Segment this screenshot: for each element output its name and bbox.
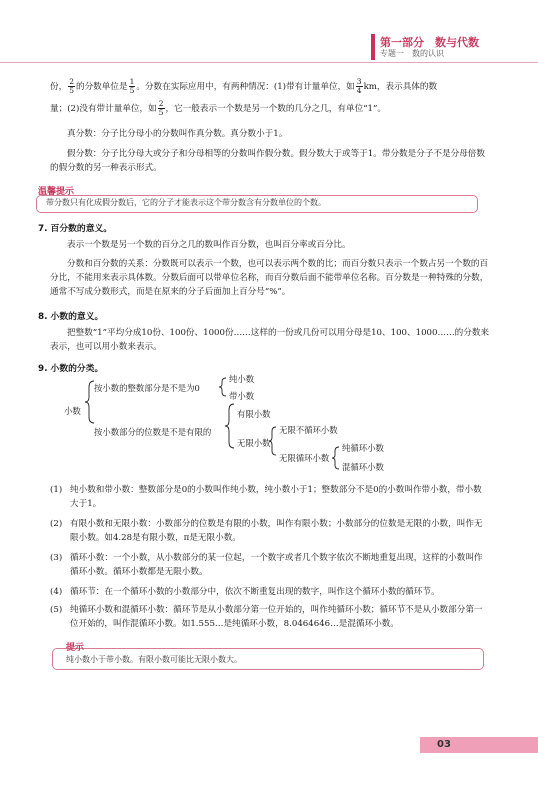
brace-root: [85, 381, 94, 423]
tree-mixed-decimal: 带小数: [229, 391, 255, 401]
topic-name: 数的认识: [412, 49, 444, 58]
decimal-meaning-text: 把整数“1”平均分成10份、100份、1000份……这样的一份或几份可以用分母是10、100、1000……的分数来表示，也可以用小数来表示。: [50, 328, 490, 352]
section-7-title: 7. 百分数的意义。: [38, 224, 113, 234]
tree-mixed-repeating: 混循环小数: [342, 462, 384, 472]
tree-nonrepeating: 无限不循环小数: [279, 425, 338, 435]
tip-text: 带分数只有化成假分数后，它的分子才能表示这个带分数含有分数单位的个数。: [46, 198, 326, 207]
tree-infinite-decimal: 无限小数: [237, 438, 271, 448]
fraction-2-5: $\frac{2}{5}$: [69, 77, 74, 95]
brace-repeating: [332, 447, 339, 469]
tip2-label: 提示: [66, 643, 85, 653]
proper-fraction-text: 真分数：分子比分母小的分数叫作真分数。真分数小于1。: [67, 129, 288, 139]
improper-fraction-text: 假分数：分子比分母大或分子和分母相等的分数叫作假分数。假分数大于或等于1。带分数是分子不是分母倍数的假分数的另一种表示形式。: [50, 149, 485, 173]
tree-pure-decimal: 纯小数: [229, 374, 255, 384]
tree-finite-decimal: 有限小数: [237, 409, 271, 419]
list-item: (5) 纯循环小数和混循环小数：循环节是从小数部分第一位开始的，叫作纯循环小数；循环节不是从小数部分第一位开始的，叫作混循环小数。如1.555…是纯循环小数，8.0464646…是混循环小数。: [50, 605, 483, 629]
fraction-3-4: $\frac{3}{4}$: [356, 77, 362, 95]
tree-branch-integer: 按小数的整数部分是不是为0: [94, 383, 200, 393]
section-8-title: 8. 小数的意义。: [38, 312, 104, 322]
percent-fraction-relation: 分数和百分数的关系：分数既可以表示一个数，也可以表示两个数的比；而百分数只表示一个数占另一个数的百分比，不能用来表示具体数。分数后面可以带单位名称，而百分数后面不能带单位名称。百分数是一种特殊的分数，通常不写成分数形式，而是在原来的分子后面加上百分号“%”。: [50, 259, 489, 297]
list-item: (2) 有限小数和无限小数：小数部分的位数是有限的小数，叫作有限小数；小数部分的位数是无限的小数，叫作无限小数。如4.28是有限小数，π是无限小数。: [50, 519, 483, 543]
list-item: (3) 循环小数：一个小数，从小数部分的某一位起，一个数字或者几个数字依次不断地重复出现，这样的小数叫作循环小数。循环小数都是无限小数。: [50, 553, 483, 577]
list-item: (4) 循环节：在一个循环小数的小数部分中，依次不断重复出现的数字，叫作这个循环小数的循环节。: [50, 587, 440, 597]
fraction-1-5: $\frac{1}{5}$: [129, 77, 135, 95]
tip-label: 温馨提示: [38, 187, 75, 197]
part-title: 第一部分 数与代数: [380, 36, 479, 49]
page-number: 03: [437, 739, 451, 750]
brace-integer-part: [219, 378, 226, 396]
tree-root: 小数: [64, 406, 81, 416]
fraction-unit-paragraph: 份， $\frac{2}{5}$ 的分数单位是 $\frac{1}{5}$ 。分数在实际应用中，有两种情况：(1)带有计量单位，如 $\frac{3}{4}$ km，表示具体的数 量；(2)没有带计量单位，如 $\frac{2}{5}$ ，它一般表示一个数是另一个数的几分之几，有单位“1”。: [50, 77, 438, 117]
tree-pure-repeating: 纯循环小数: [342, 443, 384, 453]
fraction-2-5-b: $\frac{2}{5}$: [158, 99, 164, 117]
section-9-title: 9. 小数的分类。: [38, 364, 104, 374]
brace-digit-count: [225, 404, 234, 448]
tree-branch-digits: 按小数部分的位数是不是有限的: [94, 427, 212, 437]
list-item: (1) 纯小数和带小数：整数部分是0的小数叫作纯小数，纯小数小于1；整数部分不是0的小数叫作带小数，带小数大于1。: [50, 485, 482, 509]
tree-repeating: 无限循环小数: [279, 453, 330, 463]
topic-number: 专题一: [380, 49, 404, 58]
tip2-text: 纯小数小于带小数。有限小数可能比无限小数大。: [66, 655, 242, 664]
percent-definition: 表示一个数是另一个数的百分之几的数叫作百分数，也叫百分率或百分比。: [67, 240, 351, 250]
